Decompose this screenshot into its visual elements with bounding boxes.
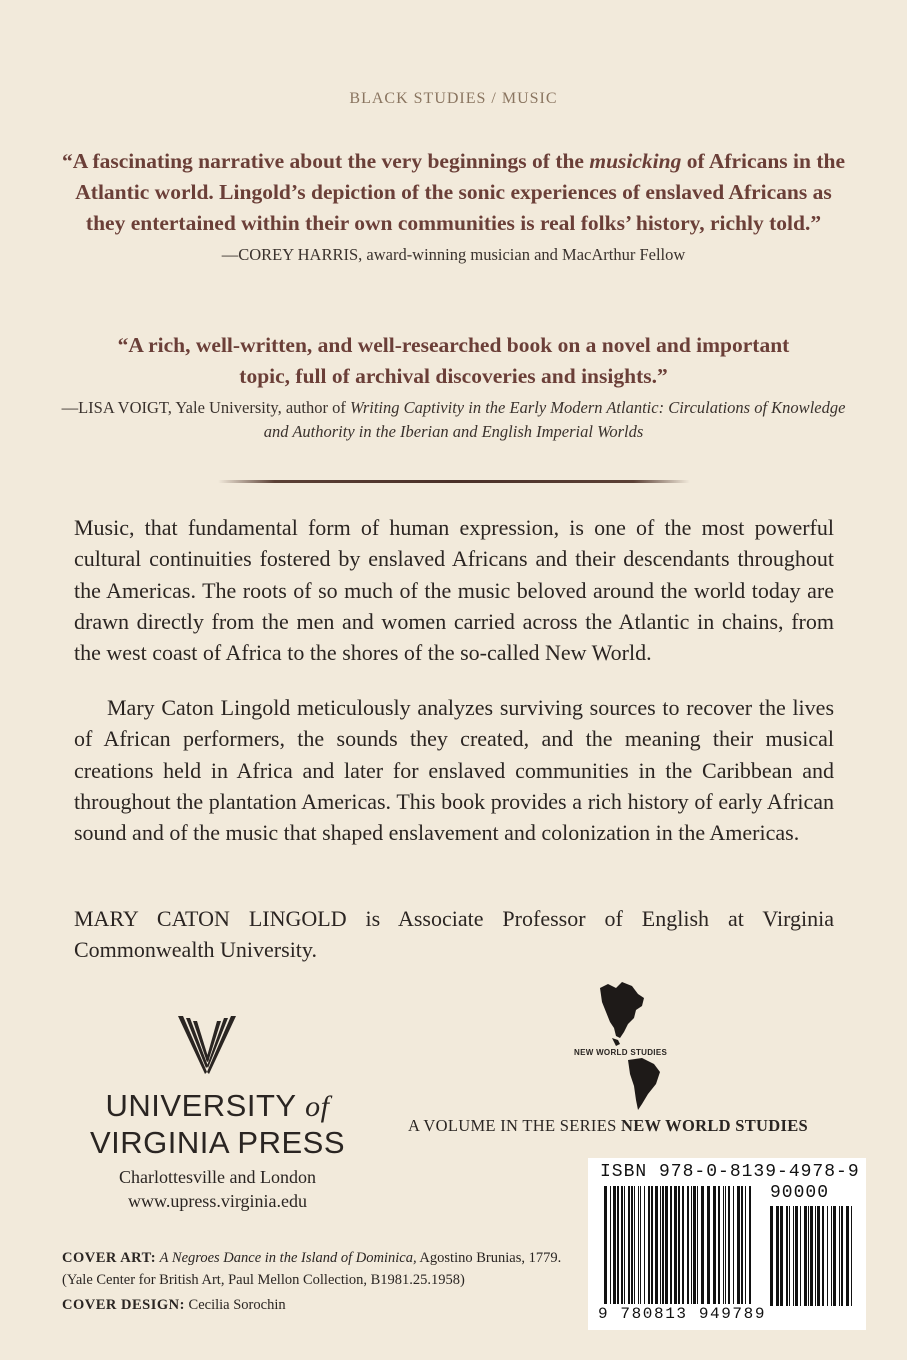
barcode-bar: [831, 1206, 832, 1306]
barcode-bar: [713, 1186, 716, 1304]
quote-part: “A fascinating narrative about the very beginnings of the: [62, 149, 590, 173]
barcode-bar: [624, 1186, 625, 1304]
barcode-bar: [613, 1186, 616, 1304]
publisher-name-line2: VIRGINIA PRESS: [89, 1125, 346, 1160]
publisher-website[interactable]: www.upress.virginia.edu: [128, 1191, 307, 1211]
blurb-attribution: —COREY HARRIS, award-winning musician and MacArthur Fellow: [221, 245, 686, 264]
barcode-bar: [687, 1186, 689, 1304]
cover-art-details: Agostino Brunias, 1779. (Yale Center for British Art, Paul Mellon Collection, B1981.25.1958): [62, 1250, 562, 1288]
publisher-name-line1: [60, 1088, 375, 1125]
barcode-bar: [640, 1186, 641, 1304]
barcode-bar: [693, 1186, 696, 1304]
barcode-bar: [741, 1186, 743, 1304]
barcode-bar: [793, 1206, 794, 1306]
barcode-bar: [718, 1186, 720, 1304]
ean-digits: 9 780813 949789: [598, 1305, 767, 1323]
quote-part: of Africans in the Atlantic world. Lingold’s depiction of the sonic experiences of enslaved Africans as they entertained within their own communities is real folks’ history, richly told.”: [75, 149, 845, 235]
blurb-quote: [60, 146, 847, 239]
barcode-bar: [634, 1186, 635, 1304]
barcode-bar: [691, 1186, 692, 1304]
press-logo-icon: [176, 1016, 238, 1074]
barcode-bar: [808, 1206, 809, 1306]
barcode-bar: [817, 1206, 820, 1306]
publisher-of: of: [305, 1090, 330, 1123]
quote-italic: musicking: [589, 149, 682, 173]
series-prefix: A VOLUME IN THE SERIES: [408, 1116, 622, 1135]
barcode-bar: [701, 1186, 704, 1304]
barcode-bar: [631, 1186, 633, 1304]
barcode-bar: [846, 1206, 849, 1306]
cover-art-label: COVER ART:: [62, 1250, 157, 1266]
barcode-bar: [822, 1206, 824, 1306]
barcode-bar: [707, 1186, 710, 1304]
series-statement: [408, 1116, 868, 1136]
barcode-bar: [745, 1186, 746, 1304]
barcode-bar: [628, 1186, 630, 1304]
barcode-bar: [737, 1186, 740, 1304]
blurb-harris: [60, 146, 847, 267]
barcode-bar: [800, 1206, 801, 1306]
category-label: BLACK STUDIES / MUSIC: [349, 90, 558, 107]
blurb-attribution: [60, 396, 847, 444]
attribution-prefix: —LISA VOIGT, Yale University, author of: [61, 398, 350, 417]
barcode-addon-text: 90000: [770, 1183, 830, 1203]
cover-design-label: COVER DESIGN:: [62, 1297, 185, 1313]
barcode-bar: [682, 1186, 684, 1304]
barcode-bar: [617, 1186, 619, 1304]
barcode-bar: [610, 1186, 611, 1304]
publisher-university: UNIVERSITY: [105, 1088, 306, 1123]
barcode-bar: [723, 1186, 724, 1304]
author-bio: MARY CATON LINGOLD is Associate Professor of English at Virginia Commonwealth University.: [74, 906, 834, 963]
barcode-bar: [833, 1206, 836, 1306]
cover-art-title: A Negroes Dance in the Island of Dominica,: [159, 1250, 417, 1266]
barcode-bar: [815, 1206, 816, 1306]
barcode-bar: [780, 1206, 783, 1306]
barcode-bar: [655, 1186, 658, 1304]
barcode-bar: [638, 1186, 639, 1304]
barcode-bar: [851, 1206, 852, 1306]
barcode-bar: [674, 1186, 677, 1304]
description-paragraph-1: Music, that fundamental form of human expression, is one of the most powerful cultural continuities fostered by enslaved Africans and their descendants throughout the Americas. The roots of so much of the music beloved around the world today are drawn directly from the men and women carried across the Atlantic in chains, from the west coast of Africa to the shores of the so-called New World.: [74, 515, 834, 666]
ornamental-divider: [218, 480, 690, 483]
barcode-bar: [660, 1186, 661, 1304]
barcode-bar: [795, 1206, 798, 1306]
barcode-bar: [678, 1186, 680, 1304]
barcode-bar: [697, 1186, 698, 1304]
barcode-bar: [728, 1186, 730, 1304]
barcode-bar: [839, 1206, 840, 1306]
barcode-bar: [786, 1206, 788, 1306]
description-paragraph-2: Mary Caton Lingold meticulously analyzes surviving sources to recover the lives of African performers, the sounds they created, and the meaning their musical creations held in Africa and later for enslaved communities in the Caribbean and throughout the plantation Americas. This book provides a rich history of early African sound and of the music that shaped enslavement and colonization in the Americas.: [74, 695, 834, 846]
series-logo-label: NEW WORLD STUDIES: [574, 1048, 668, 1057]
barcode-bar: [670, 1186, 672, 1304]
publisher-block: [60, 1088, 375, 1213]
barcode-bar: [804, 1206, 807, 1306]
addon-barcode: [770, 1206, 856, 1306]
cover-art-credit: [62, 1247, 582, 1291]
barcode-bar: [621, 1186, 623, 1304]
barcode-bar: [770, 1206, 773, 1306]
barcode-bar: [662, 1186, 664, 1304]
attribution-title: Writing Captivity in the Early Modern Atlantic: Circulations of Knowledge and Authority in the Iberian and English Imperial Worlds: [263, 398, 846, 441]
barcode-bar: [749, 1186, 751, 1304]
americas-map-icon: [598, 980, 678, 1110]
isbn-text: ISBN 978-0-8139-4978-9: [600, 1162, 860, 1182]
blurb-voigt: [60, 330, 847, 444]
barcode-bar: [725, 1186, 726, 1304]
barcode-bar: [810, 1206, 813, 1306]
publisher-location: Charlottesville and London: [119, 1167, 316, 1187]
series-name: NEW WORLD STUDIES: [621, 1116, 808, 1135]
barcode-bar: [651, 1186, 653, 1304]
barcode-bar: [827, 1206, 828, 1306]
barcode-bar: [789, 1206, 790, 1306]
ean-barcode: [604, 1186, 754, 1304]
cover-design-credit: [62, 1294, 582, 1316]
barcode-bar: [648, 1186, 650, 1304]
barcode-bar: [841, 1206, 843, 1306]
barcode-bar: [776, 1206, 779, 1306]
barcode-bar: [644, 1186, 645, 1304]
barcode-bar: [665, 1186, 668, 1304]
blurb-quote: “A rich, well-written, and well-researched book on a novel and important topic, full of archival discoveries and insights.”: [117, 333, 790, 388]
cover-design-name: Cecilia Sorochin: [184, 1297, 286, 1313]
barcode-bar: [604, 1186, 607, 1304]
barcode-bar: [733, 1186, 734, 1304]
